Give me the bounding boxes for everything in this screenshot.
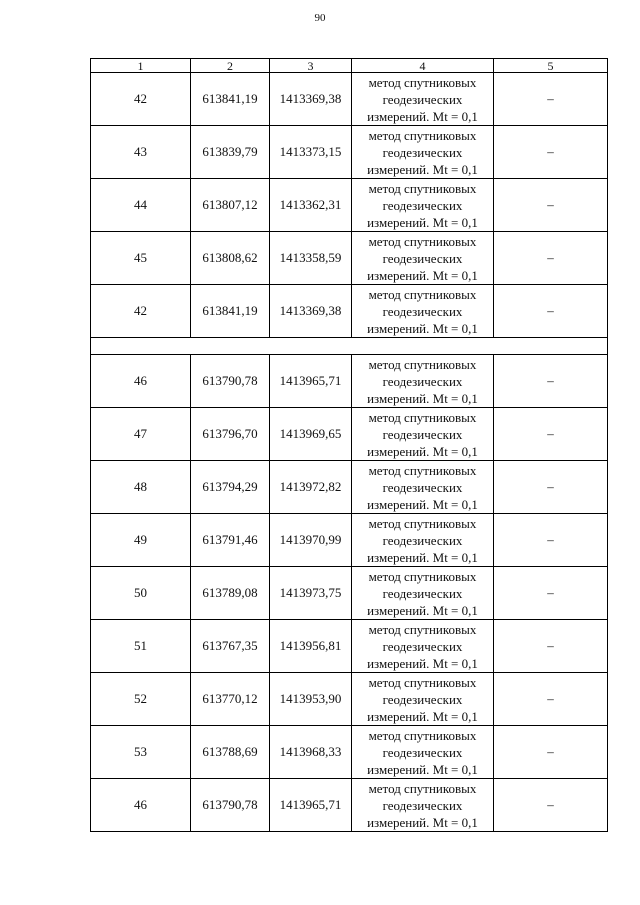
point-number-cell: 42 <box>91 73 191 126</box>
point-number-cell: 46 <box>91 779 191 832</box>
method-cell <box>352 567 494 620</box>
method-text-line: измерений. Mt = 0,1 <box>367 549 478 565</box>
method-text-line: метод спутниковых <box>368 621 477 637</box>
y-coordinate-cell: 1413969,65 <box>270 408 352 461</box>
method-text-line: геодезических <box>382 303 463 319</box>
method-cell <box>352 126 494 179</box>
method-cell <box>352 514 494 567</box>
column-header: 4 <box>352 59 494 73</box>
method-cell <box>352 461 494 514</box>
method-text-line: геодезических <box>382 638 463 654</box>
y-coordinate-cell: 1413369,38 <box>270 73 352 126</box>
method-text-line: измерений. Mt = 0,1 <box>367 390 478 406</box>
table-row <box>91 567 608 620</box>
x-coordinate-cell: 613808,62 <box>191 232 270 285</box>
note-cell: – <box>494 73 608 126</box>
table-row <box>91 461 608 514</box>
x-coordinate-cell: 613789,08 <box>191 567 270 620</box>
point-number-cell: 51 <box>91 620 191 673</box>
method-cell <box>352 726 494 779</box>
y-coordinate-cell: 1413965,71 <box>270 355 352 408</box>
note-cell: – <box>494 355 608 408</box>
x-coordinate-cell: 613790,78 <box>191 355 270 408</box>
method-text-line: измерений. Mt = 0,1 <box>367 443 478 459</box>
table-row <box>91 673 608 726</box>
table-header-row <box>91 59 608 73</box>
note-cell: – <box>494 514 608 567</box>
method-text-line: метод спутниковых <box>368 515 477 531</box>
method-cell <box>352 355 494 408</box>
table-row <box>91 514 608 567</box>
point-number-cell: 50 <box>91 567 191 620</box>
x-coordinate-cell: 613841,19 <box>191 285 270 338</box>
method-text-line: метод спутниковых <box>368 127 477 143</box>
method-text-line: метод спутниковых <box>368 568 477 584</box>
table-row <box>91 620 608 673</box>
x-coordinate-cell: 613807,12 <box>191 179 270 232</box>
method-text-line: измерений. Mt = 0,1 <box>367 814 478 830</box>
method-cell <box>352 232 494 285</box>
method-text-line: измерений. Mt = 0,1 <box>367 708 478 724</box>
table-row <box>91 779 608 832</box>
table-row <box>91 232 608 285</box>
note-cell: – <box>494 408 608 461</box>
note-cell: – <box>494 726 608 779</box>
point-number-cell: 47 <box>91 408 191 461</box>
method-text-line: измерений. Mt = 0,1 <box>367 655 478 671</box>
note-cell: – <box>494 567 608 620</box>
method-text-line: геодезических <box>382 144 463 160</box>
note-cell: – <box>494 232 608 285</box>
table-row <box>91 285 608 338</box>
method-cell <box>352 673 494 726</box>
method-text-line: метод спутниковых <box>368 233 477 249</box>
coordinates-table <box>90 58 608 832</box>
y-coordinate-cell: 1413970,99 <box>270 514 352 567</box>
note-cell: – <box>494 179 608 232</box>
column-header: 1 <box>91 59 191 73</box>
table-row <box>91 355 608 408</box>
x-coordinate-cell: 613788,69 <box>191 726 270 779</box>
method-text-line: измерений. Mt = 0,1 <box>367 267 478 283</box>
point-number-cell: 42 <box>91 285 191 338</box>
note-cell: – <box>494 620 608 673</box>
method-text-line: геодезических <box>382 797 463 813</box>
x-coordinate-cell: 613796,70 <box>191 408 270 461</box>
table-row <box>91 408 608 461</box>
method-text-line: метод спутниковых <box>368 356 477 372</box>
method-cell <box>352 408 494 461</box>
group-separator-cell <box>91 338 608 355</box>
point-number-cell: 49 <box>91 514 191 567</box>
method-text-line: измерений. Mt = 0,1 <box>367 108 478 124</box>
method-text-line: измерений. Mt = 0,1 <box>367 761 478 777</box>
x-coordinate-cell: 613770,12 <box>191 673 270 726</box>
note-cell: – <box>494 461 608 514</box>
point-number-cell: 46 <box>91 355 191 408</box>
method-text-line: метод спутниковых <box>368 286 477 302</box>
y-coordinate-cell: 1413968,33 <box>270 726 352 779</box>
y-coordinate-cell: 1413972,82 <box>270 461 352 514</box>
method-text-line: геодезических <box>382 91 463 107</box>
x-coordinate-cell: 613790,78 <box>191 779 270 832</box>
note-cell: – <box>494 285 608 338</box>
method-text-line: метод спутниковых <box>368 180 477 196</box>
method-cell <box>352 620 494 673</box>
x-coordinate-cell: 613839,79 <box>191 126 270 179</box>
method-text-line: геодезических <box>382 585 463 601</box>
method-text-line: геодезических <box>382 479 463 495</box>
table-row <box>91 179 608 232</box>
point-number-cell: 53 <box>91 726 191 779</box>
method-text-line: измерений. Mt = 0,1 <box>367 214 478 230</box>
method-text-line: метод спутниковых <box>368 462 477 478</box>
method-cell <box>352 779 494 832</box>
x-coordinate-cell: 613791,46 <box>191 514 270 567</box>
method-text-line: измерений. Mt = 0,1 <box>367 320 478 336</box>
y-coordinate-cell: 1413369,38 <box>270 285 352 338</box>
y-coordinate-cell: 1413953,90 <box>270 673 352 726</box>
column-header: 5 <box>494 59 608 73</box>
method-cell <box>352 73 494 126</box>
method-text-line: геодезических <box>382 691 463 707</box>
method-cell <box>352 179 494 232</box>
method-text-line: геодезических <box>382 744 463 760</box>
method-text-line: измерений. Mt = 0,1 <box>367 496 478 512</box>
method-cell <box>352 285 494 338</box>
method-text-line: геодезических <box>382 250 463 266</box>
method-text-line: метод спутниковых <box>368 409 477 425</box>
note-cell: – <box>494 673 608 726</box>
group-separator-row <box>91 338 608 355</box>
x-coordinate-cell: 613767,35 <box>191 620 270 673</box>
point-number-cell: 45 <box>91 232 191 285</box>
column-header: 2 <box>191 59 270 73</box>
page-number: 90 <box>314 12 326 24</box>
table-row <box>91 726 608 779</box>
note-cell: – <box>494 779 608 832</box>
y-coordinate-cell: 1413973,75 <box>270 567 352 620</box>
x-coordinate-cell: 613841,19 <box>191 73 270 126</box>
point-number-cell: 48 <box>91 461 191 514</box>
method-text-line: метод спутниковых <box>368 674 477 690</box>
y-coordinate-cell: 1413965,71 <box>270 779 352 832</box>
point-number-cell: 52 <box>91 673 191 726</box>
y-coordinate-cell: 1413373,15 <box>270 126 352 179</box>
method-text-line: геодезических <box>382 426 463 442</box>
x-coordinate-cell: 613794,29 <box>191 461 270 514</box>
method-text-line: измерений. Mt = 0,1 <box>367 602 478 618</box>
method-text-line: геодезических <box>382 532 463 548</box>
method-text-line: геодезических <box>382 197 463 213</box>
method-text-line: геодезических <box>382 373 463 389</box>
table-row <box>91 126 608 179</box>
point-number-cell: 43 <box>91 126 191 179</box>
method-text-line: метод спутниковых <box>368 780 477 796</box>
note-cell: – <box>494 126 608 179</box>
column-header: 3 <box>270 59 352 73</box>
y-coordinate-cell: 1413956,81 <box>270 620 352 673</box>
method-text-line: измерений. Mt = 0,1 <box>367 161 478 177</box>
method-text-line: метод спутниковых <box>368 727 477 743</box>
y-coordinate-cell: 1413358,59 <box>270 232 352 285</box>
point-number-cell: 44 <box>91 179 191 232</box>
y-coordinate-cell: 1413362,31 <box>270 179 352 232</box>
method-text-line: метод спутниковых <box>368 74 477 90</box>
table-row <box>91 73 608 126</box>
table-body <box>91 59 608 832</box>
